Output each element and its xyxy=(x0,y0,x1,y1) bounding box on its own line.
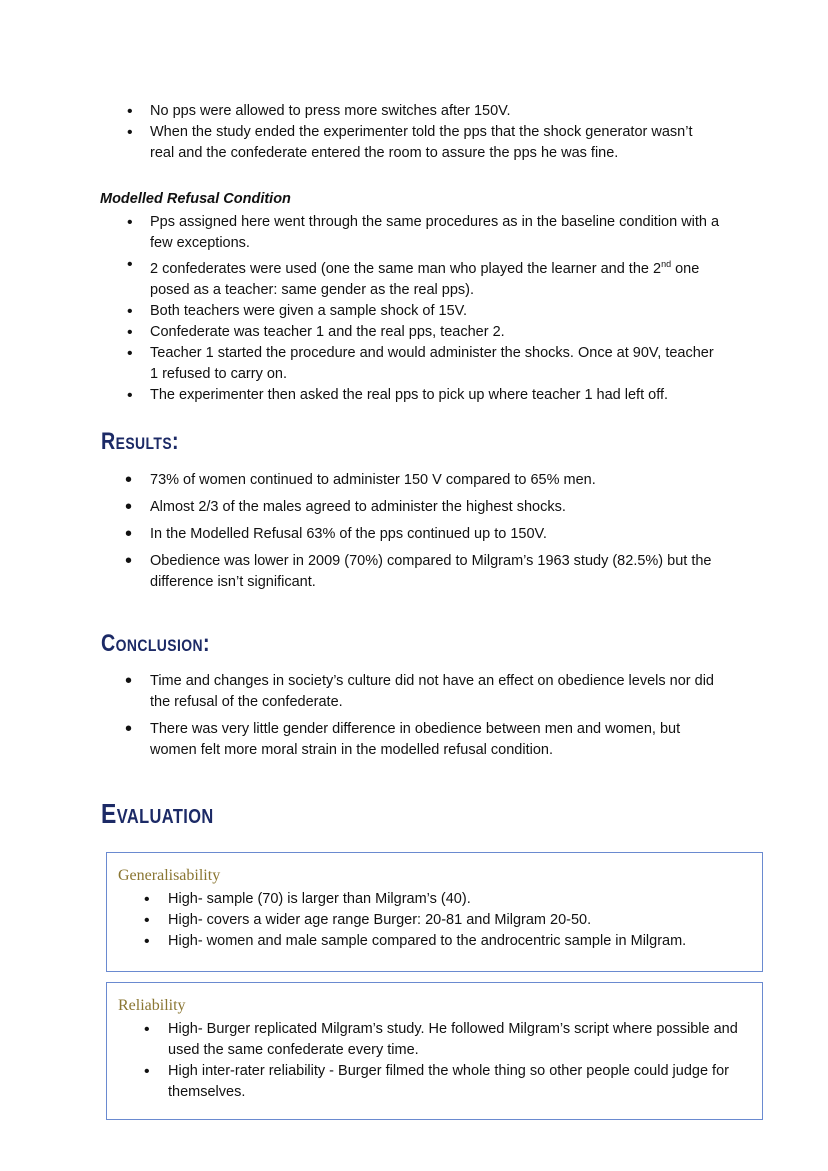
reliability-box xyxy=(106,982,763,1120)
list-item: • Teacher 1 started the procedure and would administer the shocks. Once at 90V, teacher 1 refused to carry on. xyxy=(0,343,720,385)
box-title: Reliability xyxy=(118,997,186,1014)
list-item: • The experimenter then asked the real pps to pick up where teacher 1 had left off. xyxy=(0,385,720,406)
box-title: Generalisability xyxy=(118,867,221,884)
list-item: • High- women and male sample compared to the androcentric sample in Milgram. xyxy=(107,931,753,952)
list-item: • When the study ended the experimenter told the pps that the shock generator wasn’t real and the confederate entered the room to assure the pps he was fine. xyxy=(0,122,720,164)
evaluation-heading: Evaluation xyxy=(101,798,214,829)
list-item: • 73% of women continued to administer 150 V compared to 65% men. xyxy=(0,470,720,491)
list-item: • Obedience was lower in 2009 (70%) compared to Milgram’s 1963 study (82.5%) but the difference isn’t significant. xyxy=(0,551,720,593)
results-list xyxy=(0,470,828,599)
list-item: • No pps were allowed to press more switches after 150V. xyxy=(0,101,720,122)
item-text: one posed as a teacher: same gender as the real pps). xyxy=(150,260,700,298)
results-heading: Results: xyxy=(101,428,180,455)
modelled-list xyxy=(0,212,828,406)
list-item: • Pps assigned here went through the same procedures as in the baseline condition with a few exceptions. xyxy=(0,212,720,254)
modelled-heading: Modelled Refusal Condition xyxy=(100,191,291,207)
list-item: • In the Modelled Refusal 63% of the pps continued up to 150V. xyxy=(0,524,720,545)
conclusion-list xyxy=(0,671,828,767)
list-item: • Time and changes in society’s culture did not have an effect on obedience levels nor did the refusal of the confederate. xyxy=(0,671,720,713)
list-item: • High- sample (70) is larger than Milgram’s (40). xyxy=(107,889,753,910)
intro-list xyxy=(0,101,828,164)
list-item: • There was very little gender difference in obedience between men and women, but women felt more moral strain in the modelled refusal condition. xyxy=(0,719,720,761)
conclusion-heading: Conclusion: xyxy=(101,630,210,657)
superscript: nd xyxy=(661,259,672,269)
list-item: • High- covers a wider age range Burger: 20-81 and Milgram 20-50. xyxy=(107,910,753,931)
list-item: • Both teachers were given a sample shock of 15V. xyxy=(0,301,720,322)
list-item: • High- Burger replicated Milgram’s study. He followed Milgram’s script where possible and used the same confederate every time. xyxy=(107,1019,753,1061)
list-item: • High inter-rater reliability - Burger filmed the whole thing so other people could judge for themselves. xyxy=(107,1061,753,1103)
item-text: 2 confederates were used (one the same man who played the learner and the 2 xyxy=(150,260,662,277)
generalisability-box xyxy=(106,852,763,972)
list-item: • Confederate was teacher 1 and the real pps, teacher 2. xyxy=(0,322,720,343)
list-item: • Almost 2/3 of the males agreed to administer the highest shocks. xyxy=(0,497,720,518)
list-item xyxy=(0,254,720,301)
